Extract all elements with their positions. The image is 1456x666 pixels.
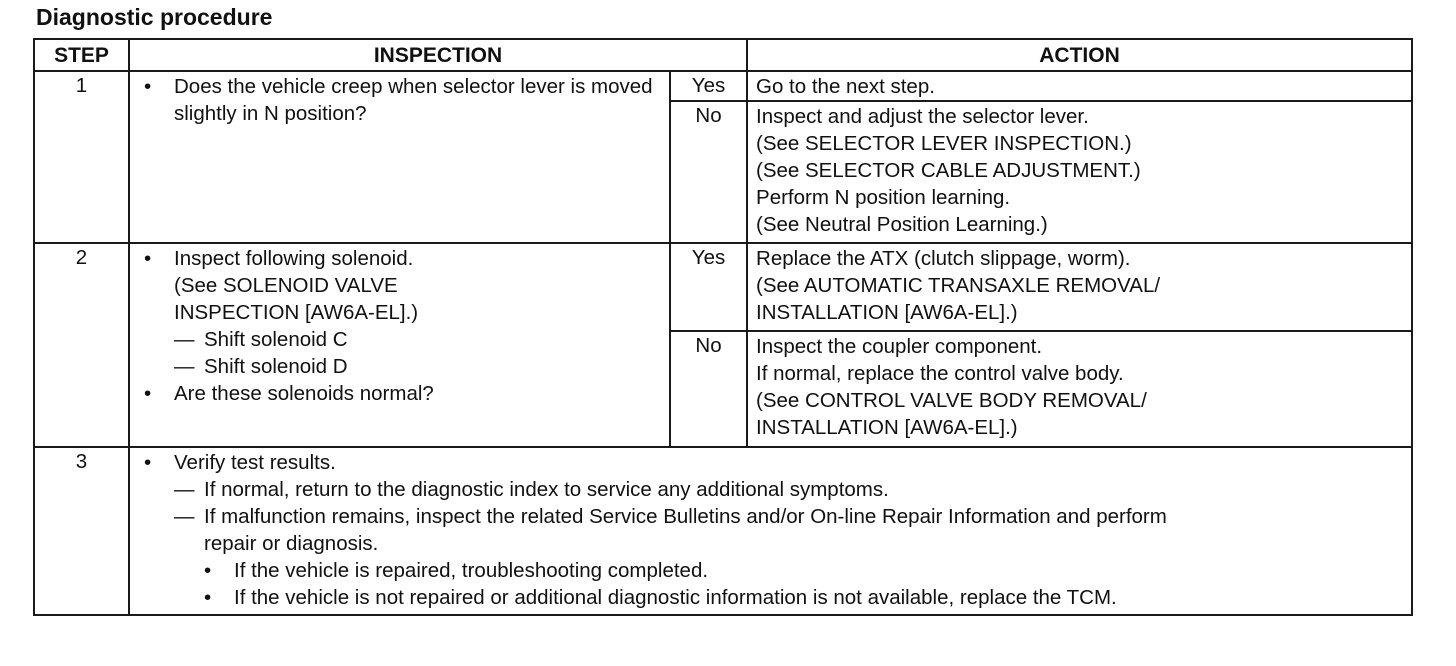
bullet-icon: • bbox=[204, 586, 212, 609]
list-item bbox=[144, 584, 1405, 611]
inspection-header: INSPECTION bbox=[129, 39, 747, 71]
table-row bbox=[34, 447, 1412, 615]
action-line: (See Neutral Position Learning.) bbox=[756, 213, 1048, 236]
action-line: Perform N position learning. bbox=[756, 186, 1011, 209]
inspection-sub-text: If the vehicle is repaired, troubleshooting completed. bbox=[234, 559, 709, 582]
inspection-sub-text: If the vehicle is not repaired or additional diagnostic information is not available, replace the TCM. bbox=[234, 586, 1117, 609]
step-header: STEP bbox=[34, 39, 129, 71]
inspection-text: Does the vehicle creep when selector lever is moved slightly in N position? bbox=[174, 75, 653, 125]
inspection-dash-text: If normal, return to the diagnostic index to service any additional symptoms. bbox=[204, 478, 889, 501]
no-action bbox=[747, 331, 1412, 447]
step-number: 2 bbox=[34, 243, 129, 447]
bullet-icon: • bbox=[144, 247, 152, 270]
action-header: ACTION bbox=[747, 39, 1412, 71]
bullet-icon: • bbox=[144, 75, 152, 98]
dash-icon: — bbox=[174, 355, 195, 378]
list-item bbox=[144, 245, 663, 272]
no-label: No bbox=[670, 331, 747, 447]
yes-action bbox=[747, 243, 1412, 331]
step-number: 1 bbox=[34, 71, 129, 243]
no-action bbox=[747, 101, 1412, 243]
inspection-ref-line: (See SOLENOID VALVE bbox=[174, 274, 398, 297]
bullet-icon: • bbox=[144, 451, 152, 474]
yes-label: Yes bbox=[670, 243, 747, 331]
action-line: INSTALLATION [AW6A-EL].) bbox=[756, 301, 1018, 324]
inspection-dash-continuation: repair or diagnosis. bbox=[204, 532, 379, 555]
step-number: 3 bbox=[34, 447, 129, 615]
action-line: (See SELECTOR LEVER INSPECTION.) bbox=[756, 132, 1132, 155]
inspection-cell bbox=[129, 71, 670, 243]
action-line: INSTALLATION [AW6A-EL].) bbox=[756, 416, 1018, 439]
list-item bbox=[144, 476, 1405, 503]
action-line: (See AUTOMATIC TRANSAXLE REMOVAL/ bbox=[756, 274, 1161, 297]
page-title: Diagnostic procedure bbox=[36, 4, 273, 30]
action-line: (See SELECTOR CABLE ADJUSTMENT.) bbox=[756, 159, 1141, 182]
yes-action: Go to the next step. bbox=[747, 71, 1412, 101]
list-item bbox=[144, 557, 1405, 584]
action-line: (See CONTROL VALVE BODY REMOVAL/ bbox=[756, 389, 1147, 412]
inspection-cell bbox=[129, 243, 670, 447]
inspection-dash-text: Shift solenoid C bbox=[204, 328, 348, 351]
inspection-dash-text: Shift solenoid D bbox=[204, 355, 348, 378]
inspection-ref-line: INSPECTION [AW6A-EL].) bbox=[174, 301, 419, 324]
action-line: Inspect the coupler component. bbox=[756, 335, 1043, 358]
action-line: Replace the ATX (clutch slippage, worm). bbox=[756, 247, 1131, 270]
list-item bbox=[144, 73, 663, 127]
inspection-text: Verify test results. bbox=[174, 451, 336, 474]
inspection-cell bbox=[129, 447, 1412, 615]
diagnostic-table bbox=[33, 38, 1413, 616]
dash-icon: — bbox=[174, 478, 195, 501]
action-line: Inspect and adjust the selector lever. bbox=[756, 105, 1089, 128]
no-label: No bbox=[670, 101, 747, 243]
table-row bbox=[34, 243, 1412, 331]
inspection-dash-text: If malfunction remains, inspect the related Service Bulletins and/or On-line Repair Information and perform bbox=[204, 505, 1167, 528]
dash-icon: — bbox=[174, 328, 195, 351]
list-item bbox=[144, 380, 663, 407]
inspection-text: Are these solenoids normal? bbox=[174, 382, 434, 405]
list-item bbox=[144, 353, 663, 380]
header-row bbox=[34, 39, 1412, 71]
action-line: If normal, replace the control valve body. bbox=[756, 362, 1124, 385]
list-item bbox=[144, 326, 663, 353]
list-item bbox=[144, 449, 1405, 476]
yes-label: Yes bbox=[670, 71, 747, 101]
list-item bbox=[144, 503, 1405, 530]
bullet-icon: • bbox=[144, 382, 152, 405]
bullet-icon: • bbox=[204, 559, 212, 582]
table-row bbox=[34, 71, 1412, 101]
inspection-text: Inspect following solenoid. bbox=[174, 247, 414, 270]
dash-icon: — bbox=[174, 505, 195, 528]
